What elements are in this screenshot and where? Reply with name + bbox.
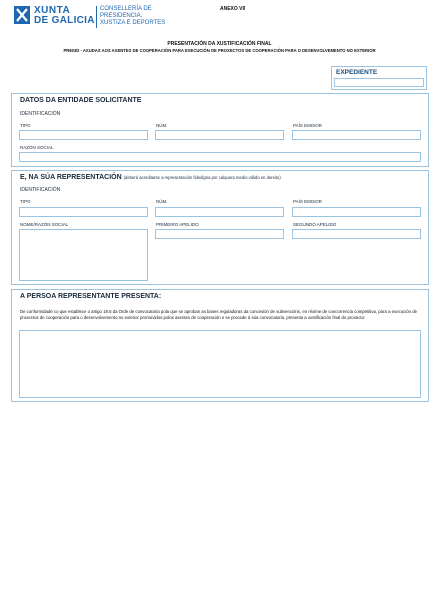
logo-separator: [96, 6, 97, 28]
representacion-note: (deberá acreditarse a representación fidedigna por calquera medio válido en dereito): [123, 175, 281, 180]
entidade-pais-field[interactable]: [292, 130, 421, 140]
entidade-title: DATOS DA ENTIDADE SOLICITANTE: [20, 97, 142, 104]
representacion-apelido2-field[interactable]: [292, 229, 421, 239]
document-subtitle: PR803D - AXUDAS AOS AXENTES DE COOPERACIÓN PARA EXECUCIÓN DE PROXECTOS DE COOPERACIÓN PARA O DESENVOLVEMENTO NO EXTERIOR: [63, 48, 376, 53]
entidade-razon-label: RAZÓN SOCIAL: [20, 145, 54, 150]
representacion-apelido1-field[interactable]: [155, 229, 284, 239]
representacion-ident-label: IDENTIFICACIÓN: [20, 187, 61, 193]
presenta-field[interactable]: [19, 330, 421, 398]
document-title: PRESENTACIÓN DA XUSTIFICACIÓN FINAL: [167, 41, 272, 47]
entidade-tipo-label: TIPO: [20, 123, 31, 128]
representacion-nome-field[interactable]: [19, 229, 148, 281]
presenta-text: De conformidade co que establece o artigo 19.5 da Orde de convocatoria pola que se aproban as bases reguladoras da concesión de subvencións, en réxime de concorrencia competitiva, para a execución de proxectos de cooperación para o desenvolvemento no exterior promovidos polos axentes de cooperación e se procede á súa convocatoria, presenta a xustificación final do proxecto:: [20, 309, 417, 320]
entidade-num-field[interactable]: [155, 130, 284, 140]
expediente-field[interactable]: [334, 78, 424, 87]
representacion-tipo-label: TIPO: [20, 199, 31, 204]
entidade-ident-label: IDENTIFICACIÓN: [20, 111, 61, 117]
entidade-tipo-field[interactable]: [19, 130, 148, 140]
department-line: CONSELLERÍA DE: [100, 6, 152, 12]
expediente-label: EXPEDIENTE: [336, 69, 378, 76]
entidade-razon-field[interactable]: [19, 152, 421, 162]
representacion-pais-label: PAÍS EMISOR: [293, 199, 322, 204]
logo-line2: DE GALICIA: [34, 15, 95, 26]
department-name: [100, 6, 165, 27]
department-line: XUSTIZA E DEPORTES: [100, 20, 166, 26]
annex-label: ANEXO VII: [220, 6, 246, 12]
representacion-pais-field[interactable]: [292, 207, 421, 217]
representacion-num-label: NÚM.: [156, 199, 168, 204]
representacion-title-text: E, NA SÚA REPRESENTACIÓN: [20, 174, 122, 181]
representacion-apelido2-label: SEGUNDO APELIDO: [293, 222, 337, 227]
presenta-title: A PERSOA REPRESENTANTE PRESENTA:: [20, 293, 162, 300]
department-line: PRESIDENCIA,: [100, 13, 143, 19]
entidade-pais-label: PAÍS EMISOR: [293, 123, 322, 128]
representacion-title: [20, 174, 281, 181]
entidade-num-label: NÚM.: [156, 123, 168, 128]
logo-line1: XUNTA: [34, 5, 71, 16]
xunta-logo-icon: [14, 6, 30, 24]
representacion-num-field[interactable]: [155, 207, 284, 217]
representacion-nome-label: NOME/RAZÓN SOCIAL: [20, 222, 69, 227]
representacion-tipo-field[interactable]: [19, 207, 148, 217]
representacion-apelido1-label: PRIMEIRO APELIDO: [156, 222, 199, 227]
